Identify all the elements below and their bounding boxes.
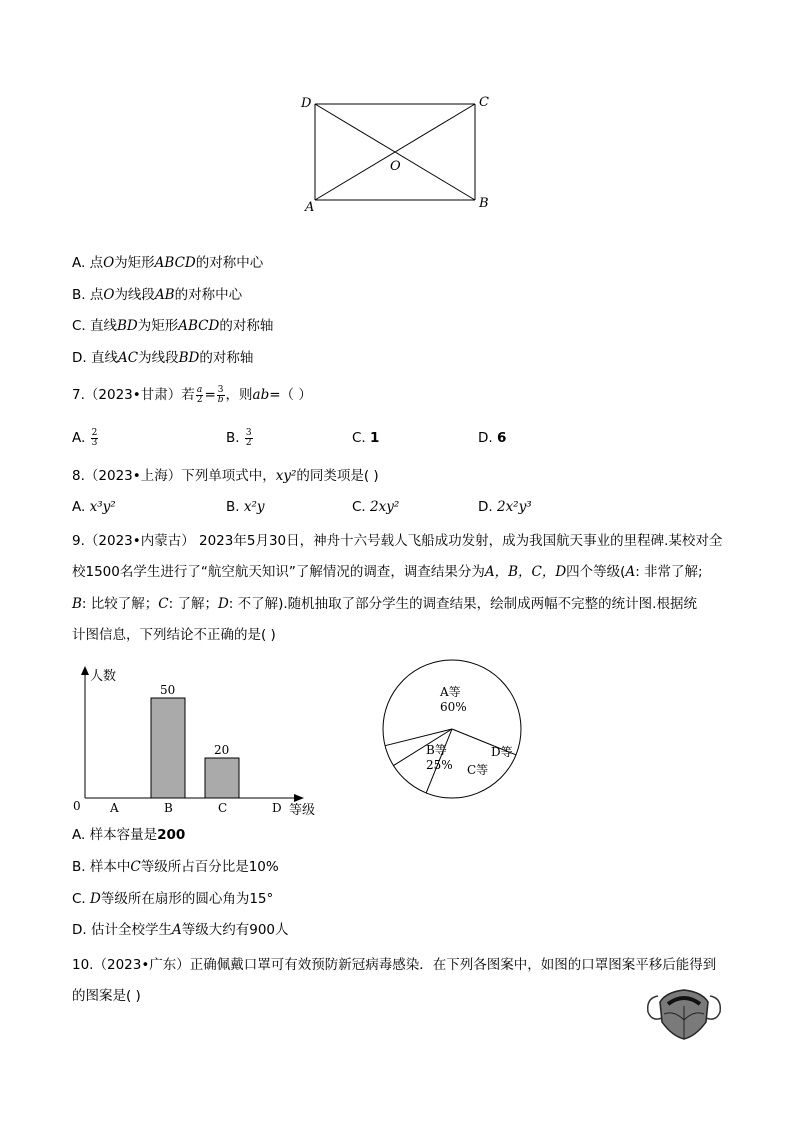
q9-option-c: C. D等级所在扇形的圆心角为15°: [72, 891, 274, 907]
y-axis-arrow: [81, 666, 89, 675]
rectangle-figure: [295, 90, 505, 215]
mask-icon: [644, 984, 724, 1044]
pie-label-b: B等: [426, 743, 447, 757]
q10-line-1: 10.（2023•广东）正确佩戴口罩可有效预防新冠病毒感染．在下列各图案中，如图的口罩图案平移后能得到: [72, 957, 717, 973]
q7-stem: 7.（2023•甘肃）若 $\frac{a}{2}$ = $\frac{3}{b}$ ，则ab=（ ）: [72, 384, 312, 405]
x-tick-label-d: D: [272, 801, 282, 815]
origin-label: 0: [73, 799, 81, 813]
bar-b: [151, 698, 185, 798]
label-A: A: [305, 200, 315, 215]
label-O: O: [390, 159, 401, 174]
x-tick-label-c: C: [218, 801, 228, 815]
q8-stem: 8.（2023•上海）下列单项式中，xy²的同类项是( ): [72, 468, 379, 484]
q6-option-a: A. 点O为矩形ABCD的对称中心: [72, 255, 264, 271]
q9-line-2: 校1500名学生进行了“航空航天知识”了解情况的调查，调查结果分为A，B，C，D四个等级(A: 非常了解;: [72, 564, 703, 580]
q9-line-4: 计图信息，下列结论不正确的是( ): [72, 627, 276, 643]
pie-label-d: D等: [491, 745, 513, 759]
y-axis-label: 人数: [90, 669, 117, 684]
label-D: D: [301, 96, 312, 111]
pie-pct-a: 60%: [440, 700, 467, 714]
bar-c: [205, 758, 239, 798]
q9-option-b: B. 样本中C等级所占百分比是10%: [72, 859, 279, 875]
bar-value-label-c: 20: [214, 743, 230, 757]
q9-option-d: D. 估计全校学生A等级大约有900人: [72, 922, 289, 938]
x-tick-label-b: B: [164, 801, 173, 815]
q9-line-3: B: 比较了解；C: 了解；D: 不了解).随机抽取了部分学生的调查结果，绘制成两幅不完整的统计图.根据统: [72, 596, 697, 612]
x-axis-arrow: [294, 794, 304, 802]
q7-option-b: B. $\frac{3}{2}$: [226, 427, 252, 448]
pie-pct-b: 25%: [426, 758, 453, 772]
label-C: C: [479, 95, 489, 110]
q6-option-c: C. 直线BD为矩形ABCD的对称轴: [72, 318, 274, 334]
q8-option-d: D. 2x²y³: [478, 499, 532, 515]
pie-label-c: C等: [467, 763, 489, 777]
q10-line-2: 的图案是( ): [72, 988, 141, 1004]
q9-option-a: A. 样本容量是200: [72, 827, 186, 843]
q7-option-d: D. 6: [478, 430, 507, 446]
q8-option-b: B. x²y: [226, 499, 265, 515]
q7-option-a: A. $\frac{2}{3}$: [72, 427, 98, 448]
q8-option-a: A. x³y²: [72, 499, 116, 515]
q6-option-d: D. 直线AC为线段BD的对称轴: [72, 350, 254, 366]
q7-option-c: C. 1: [352, 430, 380, 446]
label-B: B: [479, 196, 489, 211]
q8-option-c: C. 2xy²: [352, 499, 400, 515]
bar-chart: [65, 662, 330, 820]
pie-label-a: A等: [440, 685, 461, 699]
x-axis-label: 等级: [289, 803, 316, 818]
q9-line-1: 9.（2023•内蒙古） 2023年5月30日，神舟十六号载人飞船成功发射，成为我国航天事业的里程碑.某校对全: [72, 533, 723, 549]
q6-option-b: B. 点O为线段AB的对称中心: [72, 287, 243, 303]
bar-value-label-b: 50: [160, 683, 176, 697]
x-tick-label-a: A: [110, 801, 119, 815]
pie-chart: [378, 655, 526, 803]
